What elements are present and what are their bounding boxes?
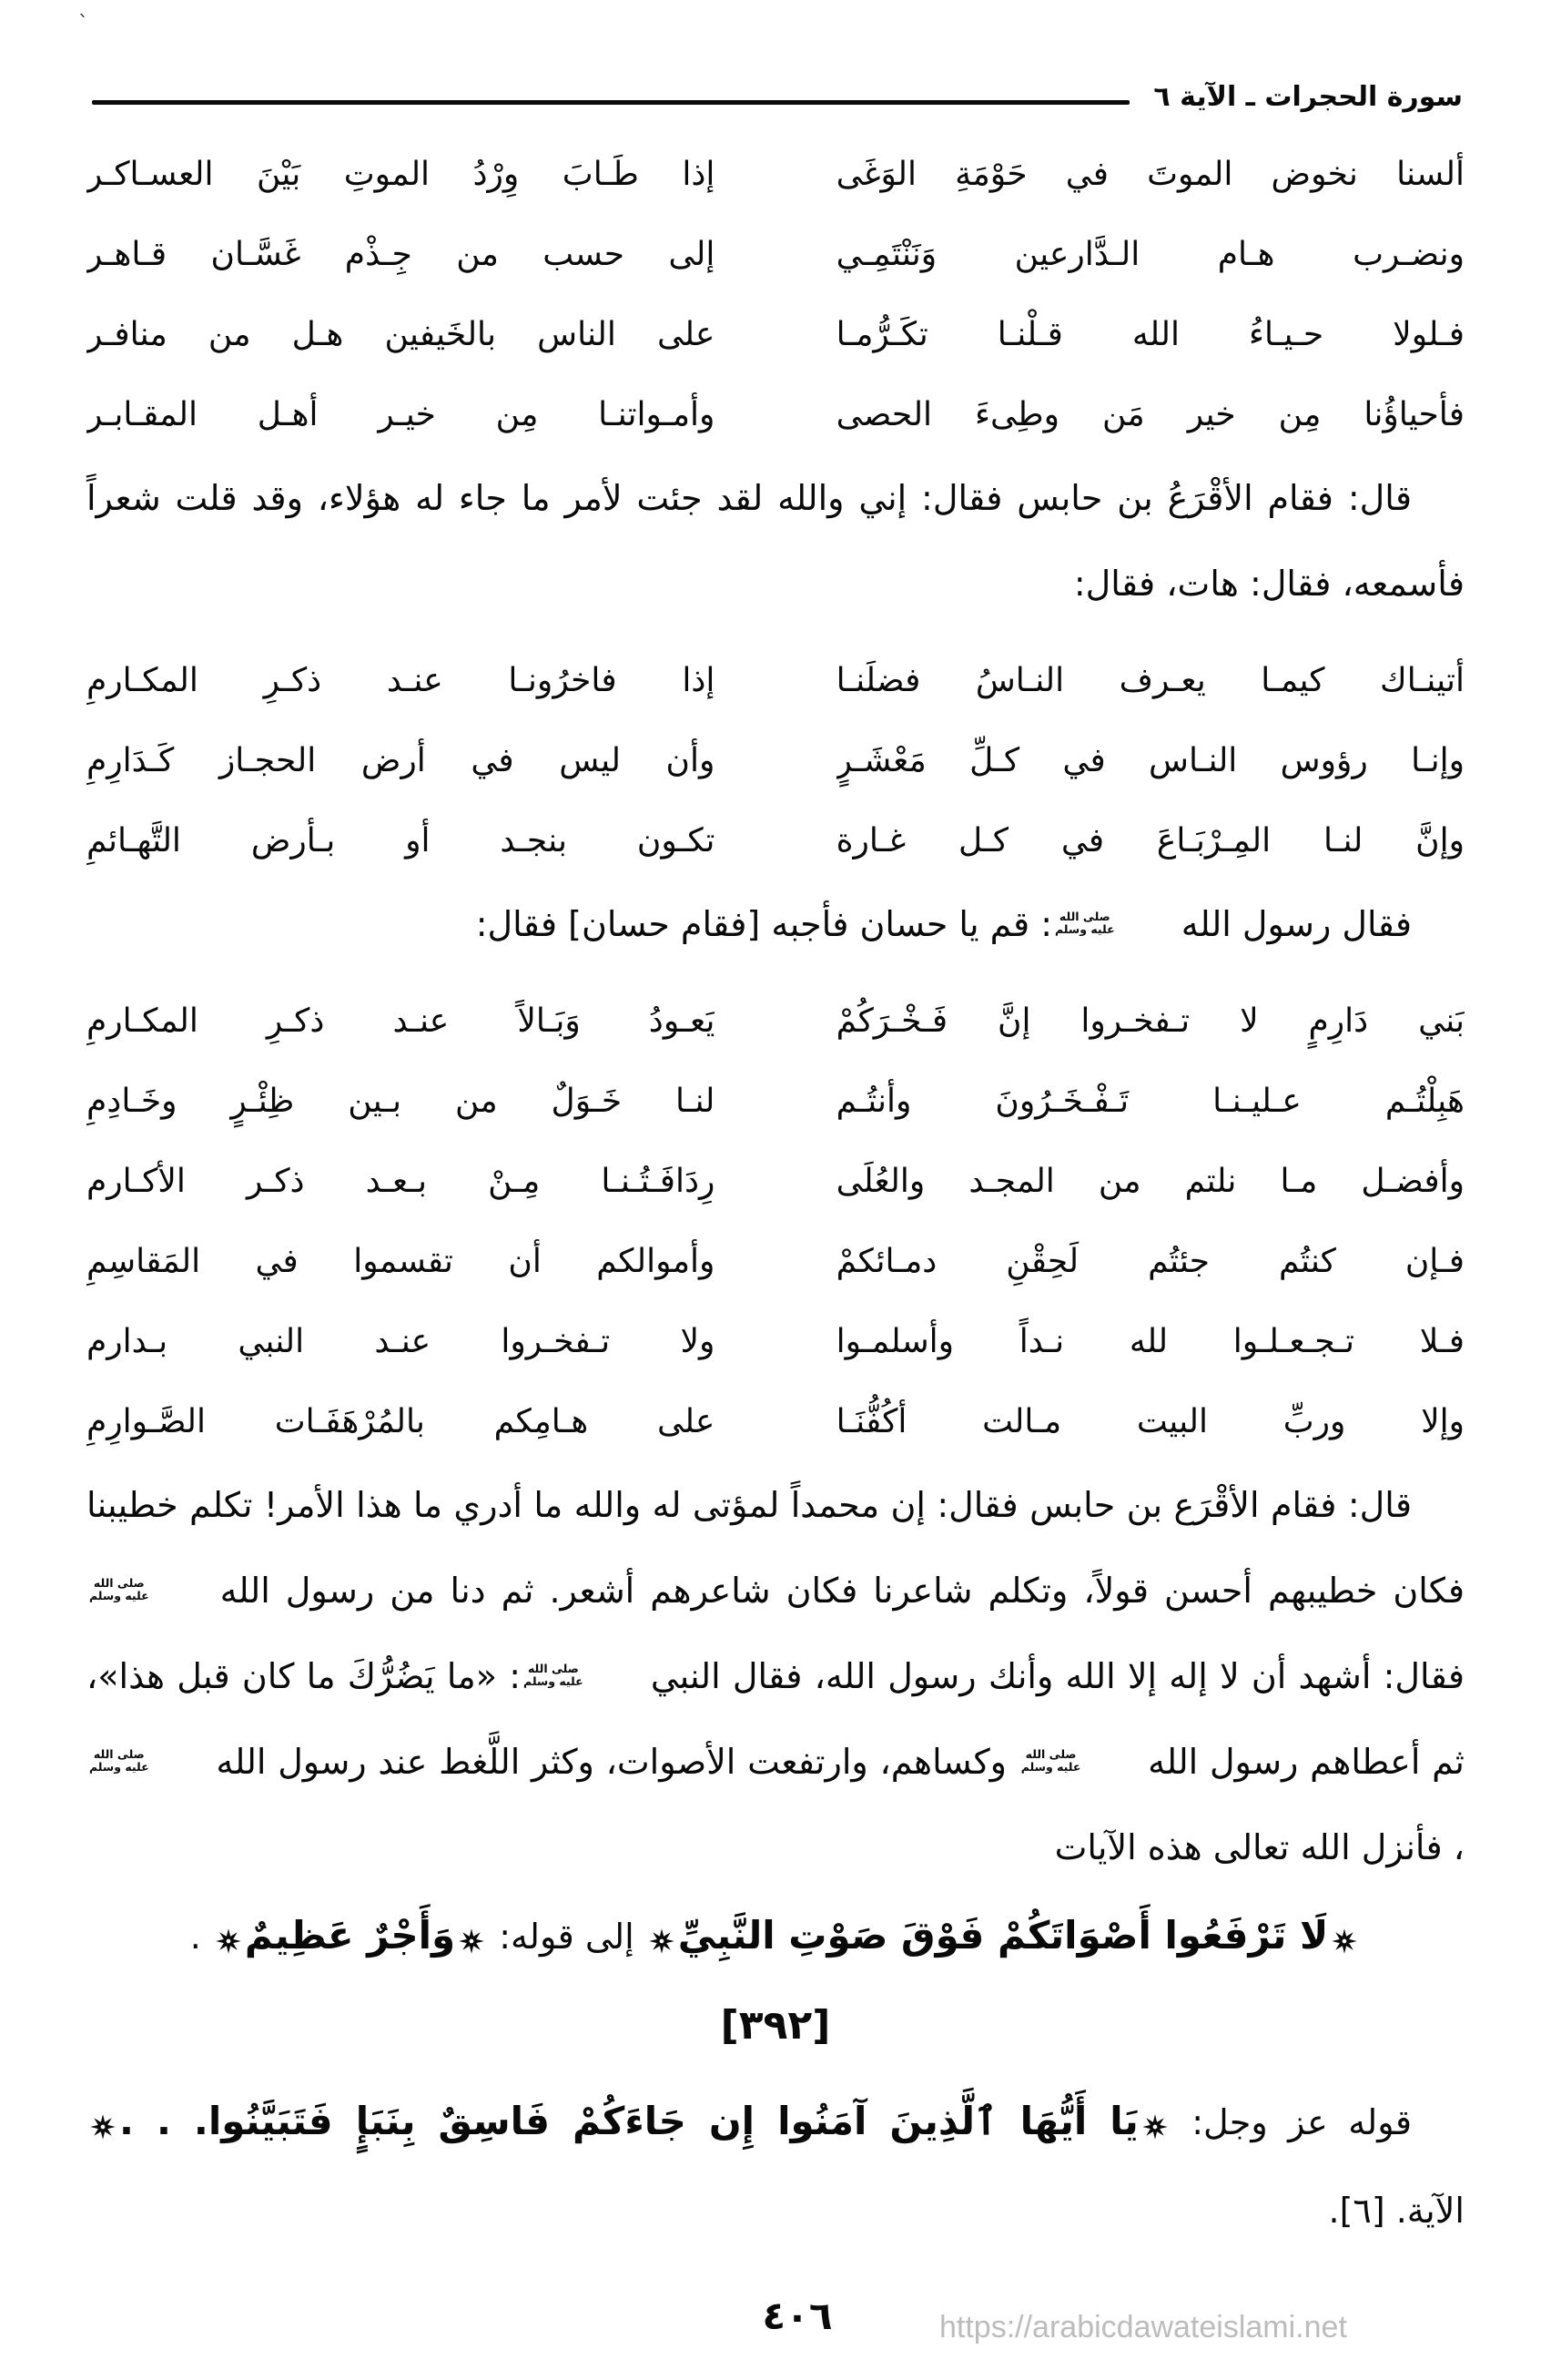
hemistich-left: على الناس بالخَيفين هـل من منافـر xyxy=(86,316,715,353)
chapter-header-title: سورة الحجرات ـ الآية ٦ xyxy=(1153,80,1463,113)
hemistich-left: وأمـواتنـا مِن خيـر أهـل المقـابـر xyxy=(86,396,715,433)
hemistich-left: على هـامِكم بالمُرْهَفَـات الصَّـوارِمِ xyxy=(86,1403,715,1440)
header-rule xyxy=(92,100,1130,105)
poem-couplet xyxy=(86,981,1465,1062)
hemistich-left: إلى حسب من جِـذْم غَسَّـان قـاهـر xyxy=(86,236,715,273)
quran-quote-text: وَأَجْرٌ عَظِيمٌ xyxy=(244,1913,456,1958)
hemistich-left: تكـون بنجـد أو بـأرض التَّهـائمِ xyxy=(86,822,715,859)
hemistich-left: إذا فاخرُونـا عنـد ذكـرِ المكـارمِ xyxy=(86,662,715,699)
hemistich-right: بَني دَارِمٍ لا تـفخـروا إنَّ فَـخْـرَكُمْ xyxy=(836,1002,1465,1040)
hemistich-right: وأفضـل مـا نلتم من المجـد والعُلَى xyxy=(836,1163,1465,1200)
quran-bracket-icon xyxy=(1331,1927,1358,1955)
prose-paragraph-2: فقال رسول الله صلى الله عليه وسلم : قم يا حسان فأجبه [فقام حسان] فقال: xyxy=(475,904,1412,944)
poem-couplet xyxy=(86,721,1465,801)
pbuh-symbol: صلى الله عليه وسلم xyxy=(1020,1747,1081,1774)
hemistich-right: وإنـا رؤوس النـاس في كـلِّ مَعْشَـرٍ xyxy=(836,742,1465,779)
hemistich-right: ونضـرب هـام الـدَّارعين وَنَنْتَمِـي xyxy=(836,236,1465,273)
quran-bracket-icon xyxy=(215,1927,242,1955)
hemistich-right: أتينـاك كيمـا يعـرف النـاسُ فضلَنـا xyxy=(836,662,1465,699)
hemistich-left: إذا طَـابَ وِرْدُ الموتِ بَيْنَ العسـاكـر xyxy=(86,156,715,193)
hemistich-right: ألسنا نخوض الموتَ في حَوْمَةِ الوَغَى xyxy=(836,156,1465,193)
hemistich-right: هَبِلْتُـم عـليـنـا تَـفْـخَـرُونَ وأنتُـم xyxy=(836,1083,1465,1120)
section-number: [٣٩٢] xyxy=(720,2002,831,2049)
poem-block-1 xyxy=(86,135,1465,455)
quran-bracket-icon xyxy=(89,2113,117,2141)
quran-quote-text: لَا تَرْفَعُوا أَصْوَاتَكُمْ فَوْقَ صَوْتِ النَّبِيِّ xyxy=(677,1913,1329,1958)
hemistich-right: فأحياؤُنا مِن خير مَن وطِىءَ الحصى xyxy=(836,396,1465,433)
poem-couplet xyxy=(86,801,1465,881)
prose-paragraph-4: قوله عز وجل: يَا أَيُّهَا ٱلَّذِينَ آمَنُوا إِن جَاءَكُمْ فَاسِقٌ بِنَبَإٍ فَتَبَيَّنُوا. . . xyxy=(86,2079,1465,2165)
pbuh-symbol: صلى الله عليه وسلم xyxy=(1055,910,1115,936)
poem-couplet xyxy=(86,375,1465,455)
poem-couplet xyxy=(86,1062,1465,1142)
poem-couplet xyxy=(86,1222,1465,1302)
hemistich-right: وإنَّ لنـا المِـرْبَـاعَ في كـل غـارة xyxy=(836,822,1465,859)
prose-paragraph-1: قال: فقام الأقْرَعُ بن حابس فقال: إني والله لقد جئت لأمر ما جاء له هؤلاء، وقد قلت شعراً فأسمعه، فقال: هات، فقال: xyxy=(86,478,1465,604)
hemistich-left: لنـا خَـوَلٌ من بـين ظِئْـرٍ وخَـادِمِ xyxy=(86,1083,715,1120)
pbuh-symbol: صلى الله عليه وسلم xyxy=(89,1576,149,1602)
ayah-reference: الآية. [٦]. xyxy=(1328,2191,1465,2231)
poem-block-3 xyxy=(86,981,1465,1462)
hemistich-right: فـلا تـجـعـلـوا لله نـداً وأسلمـوا xyxy=(836,1323,1465,1360)
poem-couplet xyxy=(86,641,1465,721)
hemistich-left: وأموالكم أن تقسموا في المَقاسِمِ xyxy=(86,1243,715,1280)
prose-paragraph-3: قال: فقام الأقْرَع بن حابس فقال: إن محمداً لمؤتى له والله ما أدري ما هذا الأمر! تكلم خطيبنا فكان خطيبهم أحسن قولاً، وتكلم شاعرنا فكان شاعرهم أشعر. ثم دنا من رسول الله صلى الله عليه وسلم فقال: أشهد أن لا إله إلا الله وأنك رسول الله، فقال النبي صلى الله عليه وسلم : «ما يَضُرُّكَ ما كان قبل هذا»، ثم أعطاهم رسول الله صلى الله عليه وسلم وكساهم، وارتفعت الأصوات، وكثر اللَّغط عند رسول الله صلى الله عليه وسلم ، فأنزل الله تعالى هذه الآيات xyxy=(86,1485,1465,1867)
quran-quote-text: يَا أَيُّهَا ٱلَّذِينَ آمَنُوا إِن جَاءَكُمْ فَاسِقٌ بِنَبَإٍ فَتَبَيَّنُوا. . . xyxy=(119,2099,1139,2143)
poem-couplet xyxy=(86,215,1465,295)
page-number: ٤٠٦ xyxy=(762,2294,833,2338)
hemistich-left: رِدَافَـتُـنـا مِـنْ بـعـد ذكـر الأكـارم xyxy=(86,1163,715,1200)
hemistich-left: يَعـودُ وَبَـالاً عنـد ذكـرِ المكـارمِ xyxy=(86,1002,715,1040)
hemistich-right: فـلولا حـيـاءُ الله قـلْنـا تكَـرُّمـا xyxy=(836,316,1465,353)
quran-bracket-icon xyxy=(648,1927,675,1955)
page-header xyxy=(86,73,1465,120)
quran-bracket-icon xyxy=(458,1927,485,1955)
hemistich-right: وإلا وربِّ البيت مـالت أكُفُّنَـا xyxy=(836,1403,1465,1440)
poem-couplet xyxy=(86,295,1465,375)
hemistich-left: ولا تـفخـروا عنـد النبي بـدارم xyxy=(86,1323,715,1360)
quran-bracket-icon xyxy=(1141,2113,1169,2141)
poem-block-2 xyxy=(86,641,1465,881)
pbuh-symbol: صلى الله عليه وسلم xyxy=(89,1747,149,1774)
pbuh-symbol: صلى الله عليه وسلم xyxy=(523,1662,583,1688)
poem-couplet xyxy=(86,1142,1465,1222)
quran-quote-line: لَا تَرْفَعُوا أَصْوَاتَكُمْ فَوْقَ صَوْتِ النَّبِيِّ إلى قوله: وَأَجْرٌ عَظِيمٌ . xyxy=(86,1890,1465,1982)
corner-mark: ˋ xyxy=(78,13,88,36)
poem-couplet xyxy=(86,1302,1465,1382)
watermark-url: https://arabicdawateislami.net xyxy=(939,2310,1347,2344)
hemistich-left: وأن ليس في أرض الحجـاز كَـدَارِمِ xyxy=(86,742,715,779)
poem-couplet xyxy=(86,135,1465,215)
hemistich-right: فـإن كنتُم جئتُم لَحِقْنِ دمـائكمْ xyxy=(836,1243,1465,1280)
poem-couplet xyxy=(86,1382,1465,1462)
